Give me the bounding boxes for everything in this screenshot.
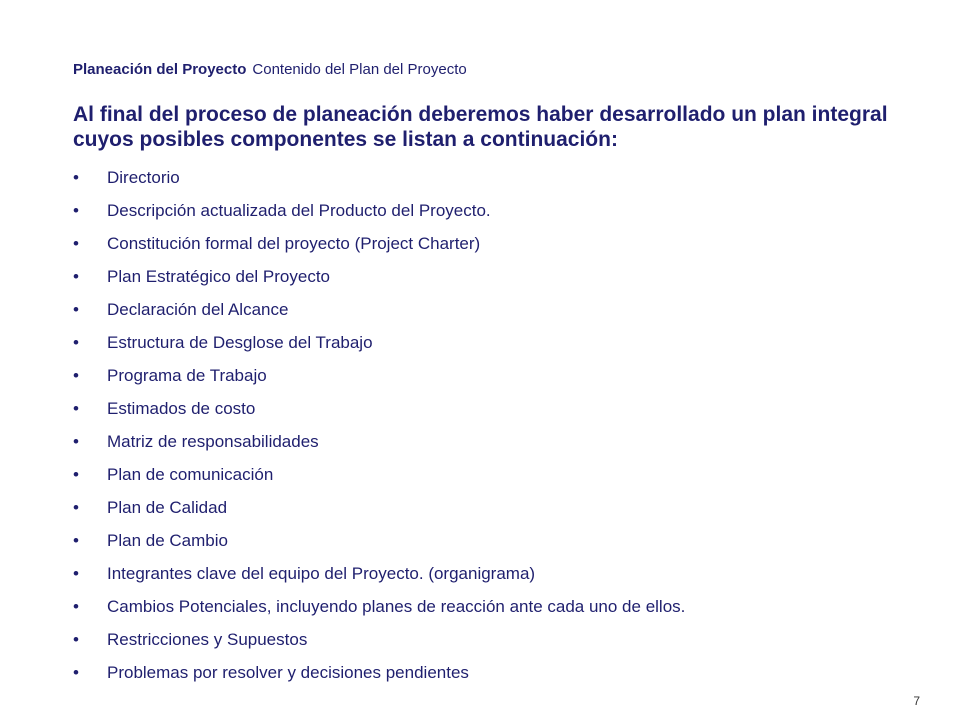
- bullet-icon: •: [73, 663, 79, 682]
- bullet-icon: •: [73, 366, 79, 385]
- list-item-text: Plan Estratégico del Proyecto: [107, 267, 331, 286]
- bullet-icon: •: [73, 498, 79, 517]
- breadcrumb-section: Planeación del Proyecto: [73, 61, 247, 78]
- list-item-text: Plan de Cambio: [107, 531, 228, 550]
- bullet-icon: •: [73, 399, 79, 418]
- bullet-icon: •: [73, 597, 79, 616]
- list-item-text: Descripción actualizada del Producto del Proyecto.: [107, 201, 491, 220]
- bullet-icon: •: [73, 267, 79, 286]
- bullet-icon: •: [73, 432, 79, 451]
- page-number: 7: [913, 694, 920, 708]
- bullet-icon: •: [73, 531, 79, 550]
- list-item-text: Programa de Trabajo: [107, 366, 267, 385]
- bullet-icon: •: [73, 465, 79, 484]
- breadcrumb: [73, 61, 467, 78]
- bullet-icon: •: [73, 333, 79, 352]
- list-item-text: Directorio: [107, 168, 180, 187]
- bullet-icon: •: [73, 564, 79, 583]
- list-item-text: Plan de comunicación: [107, 465, 274, 484]
- bullet-icon: •: [73, 630, 79, 649]
- list-item-text: Restricciones y Supuestos: [107, 630, 308, 649]
- list-item-text: Plan de Calidad: [107, 498, 228, 517]
- list-item-text: Estimados de costo: [107, 399, 256, 418]
- list-item-text: Cambios Potenciales, incluyendo planes de reacción ante cada uno de ellos.: [107, 597, 686, 616]
- list-item-text: Estructura de Desglose del Trabajo: [107, 333, 373, 352]
- list-item-text: Declaración del Alcance: [107, 300, 289, 319]
- bullet-icon: •: [73, 168, 79, 187]
- list-item-text: Matriz de responsabilidades: [107, 432, 319, 451]
- slide-headline: Al final del proceso de planeación deberemos haber desarrollado un plan integral cuyos posibles componentes se listan a continuación:: [73, 103, 888, 151]
- list-item-text: Constitución formal del proyecto (Project Charter): [107, 234, 481, 253]
- bullet-icon: •: [73, 300, 79, 319]
- list-item-text: Problemas por resolver y decisiones pendientes: [107, 663, 469, 682]
- breadcrumb-subsection: Contenido del Plan del Proyecto: [252, 61, 467, 78]
- bullet-icon: •: [73, 201, 79, 220]
- bullet-icon: •: [73, 234, 79, 253]
- list-item-text: Integrantes clave del equipo del Proyecto. (organigrama): [107, 564, 536, 583]
